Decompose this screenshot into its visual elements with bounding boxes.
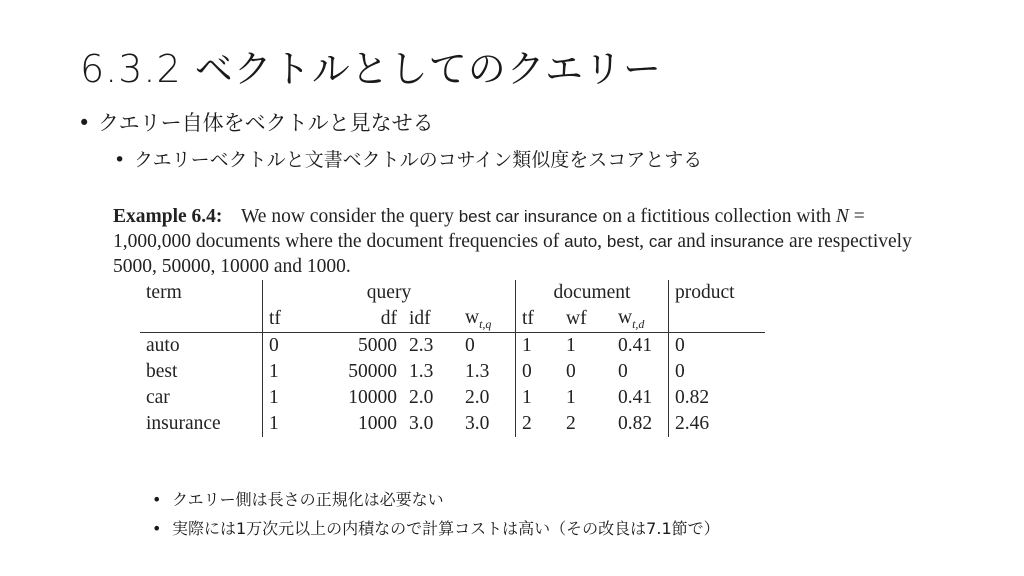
cell-wtd: 0.41 <box>612 385 669 411</box>
cell-wf: 1 <box>566 387 576 408</box>
cell-wtq: 3.0 <box>459 411 516 437</box>
cell-wtq: 1.3 <box>459 359 516 385</box>
example-term: insurance <box>710 232 785 251</box>
example-text: We now consider the query <box>240 206 454 227</box>
table-row <box>140 411 765 437</box>
cell-wf: 2 <box>566 413 576 434</box>
slide-title: 6.3.2 ベクトルとしてのクエリー <box>80 47 663 91</box>
col-wtd-label: w <box>618 306 633 328</box>
cell-wf: 1 <box>566 335 576 356</box>
bullet-text: 実際には1万次元以上の内積なので計算コストは高い（その改良は7.1節で） <box>172 519 720 538</box>
col-product-header: product <box>675 282 735 303</box>
bullet-text: クエリー自体をベクトルと見なせる <box>98 111 434 135</box>
example-text: on a fictitious collection with <box>602 206 832 227</box>
cell-dtf: 1 <box>522 335 532 356</box>
bullet-text: クエリー側は長さの正規化は必要ない <box>172 490 444 509</box>
col-term-header: term <box>140 280 263 306</box>
table-row <box>140 385 765 411</box>
cell-tf: 1 <box>269 413 279 434</box>
col-document-header: document <box>516 280 669 306</box>
col-blank <box>140 306 263 333</box>
cell-idf: 1.3 <box>409 361 434 382</box>
col-wf: wf <box>560 306 612 333</box>
col-tf: tf <box>263 306 312 333</box>
cell-dtf: 0 <box>522 361 532 382</box>
table-row <box>140 333 765 360</box>
col-wtq-label: w <box>465 306 480 328</box>
example-paragraph: Example 6.4: We now consider the query best car insurance on a fictitious collection with N = 1,000,000 documents where the document frequencies of auto, best, car and insurance are respectively 5000, 50000, 10000 and 1000. <box>113 206 912 277</box>
cell-term: auto <box>140 333 263 360</box>
col-wtd <box>612 306 669 333</box>
col-dtf: tf <box>516 306 561 333</box>
example-term: car <box>648 232 673 251</box>
cell-dtf: 1 <box>522 387 532 408</box>
cell-tf: 1 <box>269 361 279 382</box>
col-wtq-sub: t,q <box>479 316 492 331</box>
cell-product: 0 <box>675 361 685 382</box>
bullet-cosine-score <box>114 145 702 172</box>
cell-wtd: 0 <box>612 359 669 385</box>
example-n: N <box>835 206 849 227</box>
bullet-query-as-vector <box>78 107 434 137</box>
cell-term: car <box>140 385 263 411</box>
example-term: best <box>606 232 640 251</box>
col-query-header: query <box>263 280 516 306</box>
cell-wtq: 0 <box>459 333 516 360</box>
col-product <box>669 306 766 333</box>
cell-df: 10000 <box>348 387 397 408</box>
table-sub-header <box>140 306 765 333</box>
col-wtq <box>459 306 516 333</box>
cell-idf: 3.0 <box>409 413 434 434</box>
example-term: auto <box>564 232 598 251</box>
bullet-text: クエリーベクトルと文書ベクトルのコサイン類似度をスコアとする <box>134 149 703 171</box>
bullet-no-normalization <box>152 487 444 510</box>
cell-wtd: 0.82 <box>612 411 669 437</box>
cell-idf: 2.0 <box>409 387 434 408</box>
bullet-dot-icon: • <box>152 490 162 509</box>
cell-product: 0.82 <box>675 387 710 408</box>
example-text: are respectively 5000, 50000, 10000 and 1000. <box>113 231 912 277</box>
cell-wtq: 2.0 <box>459 385 516 411</box>
cell-df: 5000 <box>358 335 397 356</box>
tfidf-table <box>140 280 765 437</box>
cell-dtf: 2 <box>522 413 532 434</box>
col-wtd-sub: t,d <box>632 316 645 331</box>
col-idf: idf <box>403 306 459 333</box>
example-heading: Example 6.4: <box>113 206 223 227</box>
bullet-dot-icon: • <box>114 149 126 171</box>
cell-df: 50000 <box>348 361 397 382</box>
cell-term: insurance <box>140 411 263 437</box>
cell-term: best <box>140 359 263 385</box>
cell-wtd: 0.41 <box>612 333 669 360</box>
cell-tf: 0 <box>269 335 279 356</box>
cell-df: 1000 <box>358 413 397 434</box>
table-row <box>140 359 765 385</box>
cell-wf: 0 <box>566 361 576 382</box>
cell-product: 0 <box>675 335 685 356</box>
example-text: and <box>677 231 706 252</box>
example-query: best car insurance <box>458 207 598 226</box>
cell-tf: 1 <box>269 387 279 408</box>
col-df: df <box>311 306 403 333</box>
bullet-dot-icon: • <box>78 111 91 135</box>
bullet-dot-icon: • <box>152 519 162 538</box>
cell-product: 2.46 <box>675 413 710 434</box>
table-group-header <box>140 280 765 306</box>
cell-idf: 2.3 <box>409 335 434 356</box>
example-text: = 1,000,000 documents where the document frequencies of <box>113 206 865 252</box>
bullet-cost <box>152 516 720 539</box>
